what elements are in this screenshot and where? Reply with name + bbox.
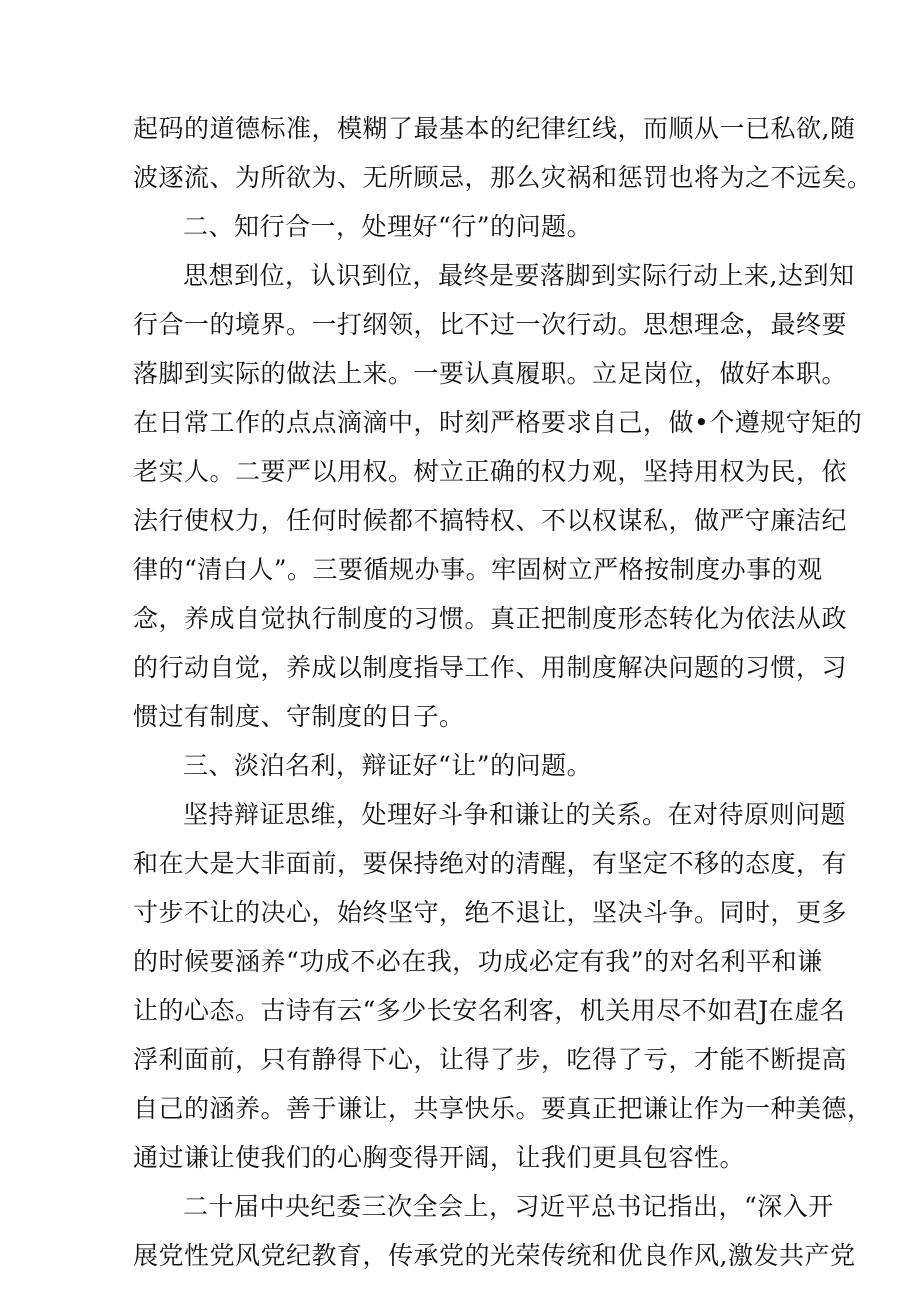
- section-heading: 二、知行合一，处理好“行”的问题。: [183, 212, 593, 241]
- section-heading: 三、淡泊名利，辩证好“让”的问题。: [183, 751, 593, 780]
- text-line: 让的心态。古诗有云“多少长安名利客，机关用尽不如君J在虚名: [133, 996, 846, 1025]
- text-line: 通过谦让使我们的心胸变得开阔，让我们更具包容性。: [133, 1143, 746, 1172]
- text-line: 在日常工作的点点滴滴中，时刻严格要求自己，做•个遵规守矩的: [133, 408, 863, 437]
- text-line: 律的“清白人”。三要循规办事。牢固树立严格按制度办事的观: [133, 555, 823, 584]
- text-line: 寸步不让的决心，始终坚守，绝不退让，坚决斗争。同时，更多: [133, 898, 848, 927]
- text-line: 波逐流、为所欲为、无所顾忌，那么灾祸和惩罚也将为之不远矣。: [133, 163, 873, 192]
- text-line: 展党性党风党纪教育，传承党的光荣传统和优良作风,激发共产党: [133, 1241, 856, 1270]
- text-line: 惯过有制度、守制度的日子。: [133, 702, 465, 731]
- text-line: 自己的涵养。善于谦让，共享快乐。要真正把谦让作为一种美德，: [133, 1094, 873, 1123]
- text-line: 行合一的境界。一打纲领，比不过一次行动。思想理念，最终要: [133, 310, 848, 339]
- text-line: 念，养成自觉执行制度的习惯。真正把制度形态转化为依法从政: [133, 604, 848, 633]
- text-line: 的时候要涵养“功成不必在我，功成必定有我”的对名利平和谦: [133, 947, 823, 976]
- text-line: 的行动自觉，养成以制度指导工作、用制度解决问题的习惯，习: [133, 653, 848, 682]
- text-line: 起码的道德标准，模糊了最基本的纪律红线，而顺从一已私欲,随: [133, 114, 856, 143]
- text-line: 二十届中央纪委三次全会上，习近平总书记指出，“深入开: [183, 1192, 834, 1221]
- text-line: 老实人。二要严以用权。树立正确的权力观，坚持用权为民，依: [133, 457, 848, 486]
- text-line: 浮利面前，只有静得下心，让得了步，吃得了亏，才能不断提高: [133, 1045, 848, 1074]
- text-line: 思想到位，认识到位，最终是要落脚到实际行动上来,达到知: [183, 261, 855, 290]
- text-line: 落脚到实际的做法上来。一要认真履职。立足岗位，做好本职。: [133, 359, 848, 388]
- text-line: 法行使权力，任何时候都不搞特权、不以权谋私，做严守廉洁纪: [133, 506, 848, 535]
- text-line: 坚持辩证思维，处理好斗争和谦让的关系。在对待原则问题: [183, 800, 847, 829]
- text-line: 和在大是大非面前，要保持绝对的清醒，有坚定不移的态度，有: [133, 849, 848, 878]
